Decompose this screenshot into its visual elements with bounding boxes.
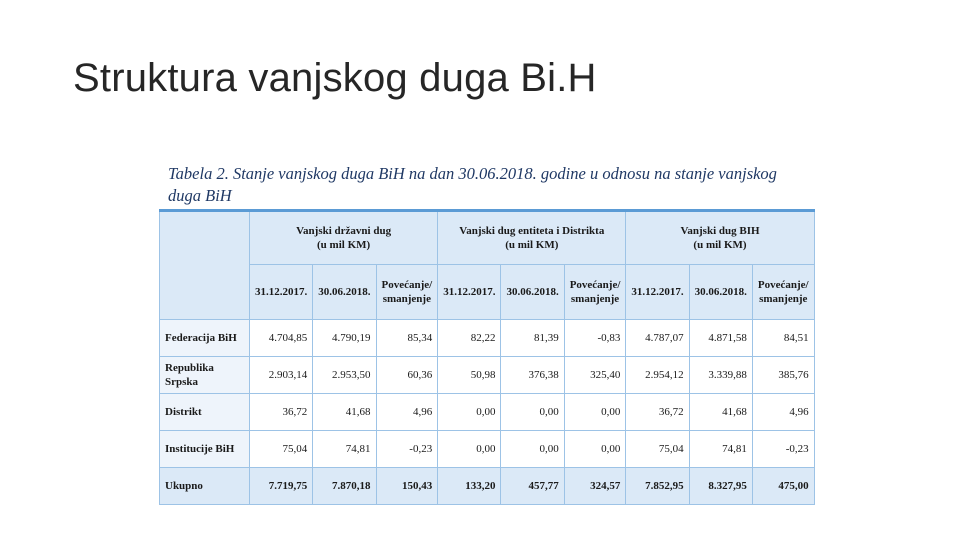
table-cell: 0,00: [438, 394, 501, 431]
table-cell: -0,23: [752, 431, 814, 468]
table-cell: 133,20: [438, 468, 501, 505]
table-row: [160, 357, 815, 394]
col-header-date2: 30.06.2018.: [689, 265, 752, 320]
table-cell: 75,04: [250, 431, 313, 468]
table-cell: 150,43: [376, 468, 438, 505]
col-header-change: Povećanje/ smanjenje: [564, 265, 626, 320]
group-header-label: Vanjski državni dug: [296, 225, 392, 237]
table-cell: 74,81: [313, 431, 376, 468]
group-header-entity-debt: [438, 211, 626, 265]
row-label: Republika Srpska: [160, 357, 250, 394]
table-cell: 0,00: [501, 431, 564, 468]
table-cell: 475,00: [752, 468, 814, 505]
col-header-date1: 31.12.2017.: [438, 265, 501, 320]
group-header-total-debt: [626, 211, 814, 265]
external-debt-table: [159, 209, 815, 505]
table-cell: 4.787,07: [626, 320, 689, 357]
table-cell: 8.327,95: [689, 468, 752, 505]
table-cell: 84,51: [752, 320, 814, 357]
row-label: Federacija BiH: [160, 320, 250, 357]
slide-title: Struktura vanjskog duga Bi.H: [73, 56, 597, 100]
col-header-date1: 31.12.2017.: [626, 265, 689, 320]
table-cell: 41,68: [689, 394, 752, 431]
table-cell: 0,00: [564, 431, 626, 468]
table-cell: 7.870,18: [313, 468, 376, 505]
group-header-unit: (u mil KM): [693, 239, 747, 251]
table-cell: 74,81: [689, 431, 752, 468]
table-row-total: [160, 468, 815, 505]
col-header-change: Povećanje/ smanjenje: [752, 265, 814, 320]
table-cell: 75,04: [626, 431, 689, 468]
table-cell: 325,40: [564, 357, 626, 394]
col-header-date1: 31.12.2017.: [250, 265, 313, 320]
table-cell: 0,00: [564, 394, 626, 431]
table-row: [160, 394, 815, 431]
table-cell: 2.954,12: [626, 357, 689, 394]
table-cell: 36,72: [626, 394, 689, 431]
col-header-date2: 30.06.2018.: [313, 265, 376, 320]
table-cell: 85,34: [376, 320, 438, 357]
table-cell: 457,77: [501, 468, 564, 505]
table-cell: 324,57: [564, 468, 626, 505]
group-header-unit: (u mil KM): [317, 239, 371, 251]
table-cell: 4.790,19: [313, 320, 376, 357]
table-cell: 50,98: [438, 357, 501, 394]
table-cell: -0,83: [564, 320, 626, 357]
group-header-label: Vanjski dug BIH: [680, 225, 760, 237]
group-header-label: Vanjski dug entiteta i Distrikta: [459, 225, 605, 237]
group-header-unit: (u mil KM): [505, 239, 559, 251]
table-cell: 0,00: [438, 431, 501, 468]
table-cell: 2.903,14: [250, 357, 313, 394]
table-row: [160, 431, 815, 468]
table-cell: 0,00: [501, 394, 564, 431]
col-header-date2: 30.06.2018.: [501, 265, 564, 320]
table-cell: 376,38: [501, 357, 564, 394]
table-cell: 82,22: [438, 320, 501, 357]
table-cell: 7.852,95: [626, 468, 689, 505]
row-label: Institucije BiH: [160, 431, 250, 468]
table-cell: 3.339,88: [689, 357, 752, 394]
row-label: Ukupno: [160, 468, 250, 505]
table-cell: 4.871,58: [689, 320, 752, 357]
table-cell: 4,96: [376, 394, 438, 431]
table-cell: -0,23: [376, 431, 438, 468]
group-header-state-debt: [250, 211, 438, 265]
table-row: [160, 320, 815, 357]
col-header-change: Povećanje/ smanjenje: [376, 265, 438, 320]
table-cell: 2.953,50: [313, 357, 376, 394]
table-cell: 60,36: [376, 357, 438, 394]
table-caption-line1: Tabela 2. Stanje vanjskog duga BiH na dan 30.06.2018. godine u odnosu na stanje vanjskog duga BiH: [168, 164, 777, 205]
table-cell: 81,39: [501, 320, 564, 357]
table-cell: 4.704,85: [250, 320, 313, 357]
table-cell: 385,76: [752, 357, 814, 394]
table-cell: 36,72: [250, 394, 313, 431]
table-cell: 7.719,75: [250, 468, 313, 505]
header-corner: [160, 211, 250, 320]
table-cell: 41,68: [313, 394, 376, 431]
table-cell: 4,96: [752, 394, 814, 431]
row-label: Distrikt: [160, 394, 250, 431]
